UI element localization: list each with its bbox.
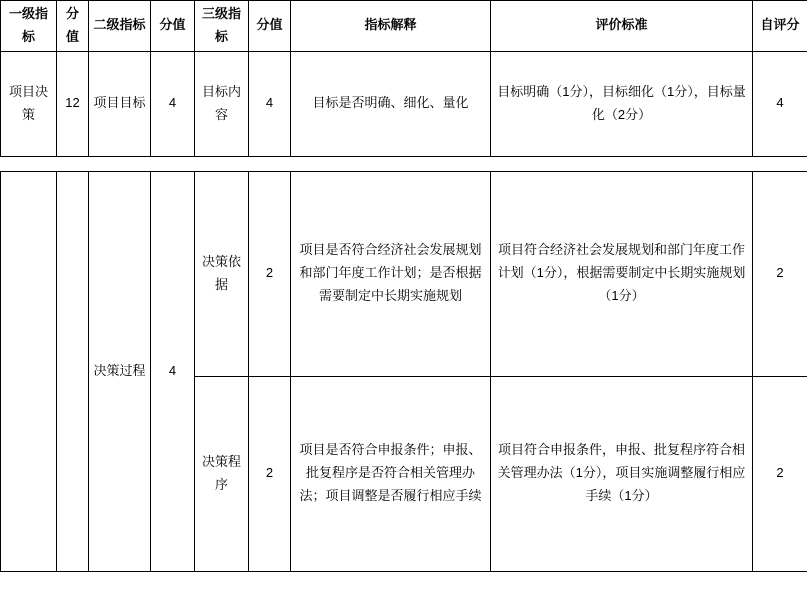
cell-level1-score: 12 xyxy=(57,51,89,156)
cell-level2-score: 4 xyxy=(151,171,195,571)
table-row xyxy=(1,51,807,156)
header-score3: 分值 xyxy=(249,1,291,52)
cell-level3: 目标内容 xyxy=(195,51,249,156)
table-header-row xyxy=(1,1,807,52)
header-score1: 分值 xyxy=(57,1,89,52)
header-level2: 二级指标 xyxy=(89,1,151,52)
cell-level3: 决策程序 xyxy=(195,376,249,571)
cell-criteria: 目标明确（1分），目标细化（1分），目标量化（2分） xyxy=(491,51,753,156)
header-criteria: 评价标准 xyxy=(491,1,753,52)
cell-criteria: 项目符合经济社会发展规划和部门年度工作计划（1分），根据需要制定中长期实施规划（1分） xyxy=(491,171,753,376)
cell-explanation: 项目是否符合经济社会发展规划和部门年度工作计划；是否根据需要制定中长期实施规划 xyxy=(291,171,491,376)
cell-level3-score: 4 xyxy=(249,51,291,156)
header-self-score: 自评分 xyxy=(753,1,807,52)
cell-level2: 项目目标 xyxy=(89,51,151,156)
table-gap-divider xyxy=(0,157,807,171)
header-score2: 分值 xyxy=(151,1,195,52)
cell-level3-score: 2 xyxy=(249,171,291,376)
cell-level1-continued xyxy=(1,171,57,571)
cell-level2-score: 4 xyxy=(151,51,195,156)
cell-explanation: 项目是否符合申报条件；申报、批复程序是否符合相关管理办法；项目调整是否履行相应手续 xyxy=(291,376,491,571)
cell-level1-score-continued xyxy=(57,171,89,571)
table-row xyxy=(1,171,807,376)
header-explanation: 指标解释 xyxy=(291,1,491,52)
cell-level2: 决策过程 xyxy=(89,171,151,571)
cell-level3-score: 2 xyxy=(249,376,291,571)
cell-self-score: 2 xyxy=(753,376,807,571)
cell-level1: 项目决策 xyxy=(1,51,57,156)
header-level3: 三级指标 xyxy=(195,1,249,52)
evaluation-table-part2 xyxy=(0,171,807,572)
cell-self-score: 4 xyxy=(753,51,807,156)
cell-criteria: 项目符合申报条件，申报、批复程序符合相关管理办法（1分），项目实施调整履行相应手续（1分） xyxy=(491,376,753,571)
evaluation-table-part1 xyxy=(0,0,807,157)
cell-level3: 决策依据 xyxy=(195,171,249,376)
cell-explanation: 目标是否明确、细化、量化 xyxy=(291,51,491,156)
cell-self-score: 2 xyxy=(753,171,807,376)
header-level1: 一级指标 xyxy=(1,1,57,52)
